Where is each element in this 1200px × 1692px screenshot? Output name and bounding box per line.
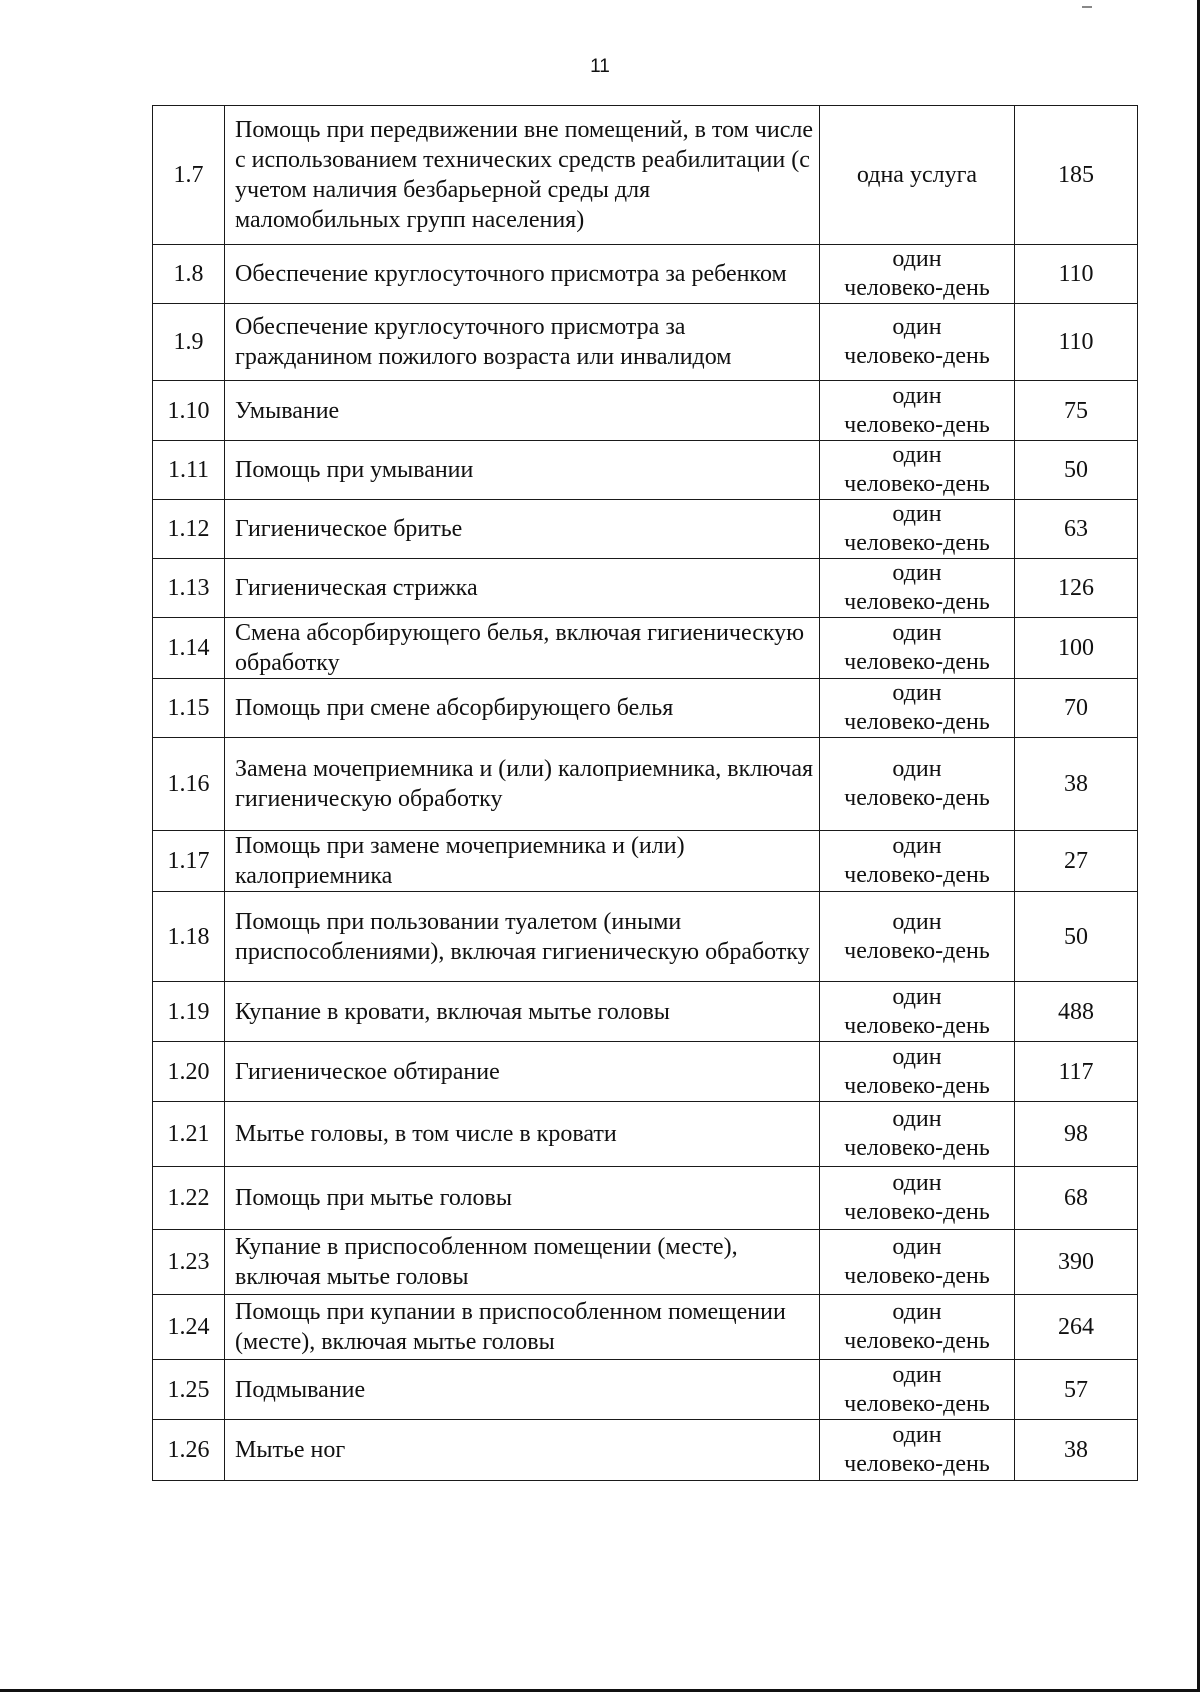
unit-line-1: один [892,1234,942,1260]
unit-line-2: человеко-день [844,1328,990,1354]
value-cell: 110 [1015,245,1138,304]
unit-line-1: один [892,1106,942,1132]
value-cell: 50 [1015,892,1138,982]
row-number: 1.12 [153,500,225,559]
unit-cell [820,245,1015,304]
value-cell: 38 [1015,738,1138,831]
value-cell: 117 [1015,1042,1138,1102]
scan-mark [1082,6,1092,8]
service-name: Гигиеническое обтирание [225,1042,820,1102]
row-number: 1.19 [153,982,225,1042]
table-row [153,559,1138,618]
unit-line-1: один [892,1361,942,1388]
unit-line-2: человеко-день [844,275,990,301]
value-cell: 57 [1015,1360,1138,1420]
service-name: Замена мочеприемника и (или) калоприемника, включая гигиеническую обработку [225,738,820,831]
table-row [153,679,1138,738]
table-row [153,1295,1138,1360]
unit-cell [820,982,1015,1042]
unit-line-2: человеко-день [844,1072,990,1099]
unit-line-1: один [892,1043,942,1070]
unit-cell [820,441,1015,500]
unit-line-2: человеко-день [844,862,990,888]
unit-cell [820,304,1015,381]
table-row [153,1102,1138,1167]
unit-line-2: человеко-день [844,589,990,615]
unit-line-1: один [892,983,942,1010]
table-row [153,831,1138,892]
value-cell: 75 [1015,381,1138,441]
unit-cell [820,1295,1015,1360]
unit-cell [820,1042,1015,1102]
table-row [153,441,1138,500]
service-name: Подмывание [225,1360,820,1420]
table-row [153,1230,1138,1295]
value-cell: 68 [1015,1167,1138,1230]
unit-line-1: один [892,442,942,468]
row-number: 1.23 [153,1230,225,1295]
unit-line-1: один [892,314,942,340]
row-number: 1.18 [153,892,225,982]
value-cell: 98 [1015,1102,1138,1167]
row-number: 1.7 [153,106,225,245]
service-name: Обеспечение круглосуточного присмотра за ребенком [225,245,820,304]
table-row [153,500,1138,559]
unit-cell [820,106,1015,245]
unit-line-2: человеко-день [844,709,990,735]
unit-line-1: один [892,908,942,935]
value-cell: 100 [1015,618,1138,679]
row-number: 1.17 [153,831,225,892]
unit-line-1: одна услуга [856,161,978,188]
table-row [153,1360,1138,1420]
unit-line-2: человеко-день [844,411,990,438]
unit-cell [820,1167,1015,1230]
unit-cell [820,1230,1015,1295]
row-number: 1.26 [153,1420,225,1481]
table-row [153,618,1138,679]
table-row [153,1042,1138,1102]
unit-line-1: один [892,833,942,859]
unit-cell [820,1420,1015,1481]
row-number: 1.15 [153,679,225,738]
value-cell: 110 [1015,304,1138,381]
unit-line-1: один [892,246,942,272]
row-number: 1.11 [153,441,225,500]
unit-line-2: человеко-день [844,530,990,556]
unit-line-1: один [892,1170,942,1196]
service-name: Помощь при передвижении вне помещений, в том числе с использованием технических средств реабилитации (с учетом наличия безбарьерной среды для маломобильных групп населения) [225,106,820,245]
unit-cell [820,381,1015,441]
unit-line-2: человеко-день [844,649,990,675]
service-name: Смена абсорбирующего белья, включая гигиеническую обработку [225,618,820,679]
service-name: Помощь при пользовании туалетом (иными приспособлениями), включая гигиеническую обработку [225,892,820,982]
unit-line-1: один [892,620,942,646]
table-row [153,982,1138,1042]
service-name: Гигиеническое бритье [225,500,820,559]
unit-cell [820,500,1015,559]
unit-line-2: человеко-день [844,343,990,369]
unit-line-1: один [892,680,942,706]
unit-line-2: человеко-день [844,1012,990,1039]
service-name: Купание в кровати, включая мытье головы [225,982,820,1042]
unit-line-1: один [892,560,942,586]
service-name: Мытье головы, в том числе в кровати [225,1102,820,1167]
service-name: Мытье ног [225,1420,820,1481]
row-number: 1.9 [153,304,225,381]
value-cell: 70 [1015,679,1138,738]
unit-line-2: человеко-день [844,1263,990,1289]
services-table [152,105,1138,1481]
service-name: Купание в приспособленном помещении (месте), включая мытье головы [225,1230,820,1295]
row-number: 1.25 [153,1360,225,1420]
value-cell: 63 [1015,500,1138,559]
table-row [153,381,1138,441]
table-row [153,1420,1138,1481]
value-cell: 126 [1015,559,1138,618]
row-number: 1.24 [153,1295,225,1360]
value-cell: 185 [1015,106,1138,245]
unit-line-2: человеко-день [844,937,990,964]
row-number: 1.13 [153,559,225,618]
value-cell: 264 [1015,1295,1138,1360]
unit-line-2: человеко-день [844,471,990,497]
unit-line-1: один [892,1299,942,1325]
unit-cell [820,738,1015,831]
table-row [153,304,1138,381]
unit-cell [820,618,1015,679]
row-number: 1.21 [153,1102,225,1167]
unit-line-1: один [892,501,942,527]
service-name: Помощь при умывании [225,441,820,500]
value-cell: 488 [1015,982,1138,1042]
unit-line-2: человеко-день [844,1451,990,1477]
unit-cell [820,1360,1015,1420]
service-name: Обеспечение круглосуточного присмотра за гражданином пожилого возраста или инвалидом [225,304,820,381]
row-number: 1.14 [153,618,225,679]
unit-cell [820,559,1015,618]
row-number: 1.8 [153,245,225,304]
value-cell: 38 [1015,1420,1138,1481]
unit-line-1: один [892,756,942,782]
row-number: 1.22 [153,1167,225,1230]
service-name: Гигиеническая стрижка [225,559,820,618]
row-number: 1.20 [153,1042,225,1102]
row-number: 1.16 [153,738,225,831]
unit-line-2: человеко-день [844,1390,990,1417]
value-cell: 27 [1015,831,1138,892]
service-name: Помощь при замене мочеприемника и (или) калоприемника [225,831,820,892]
unit-line-1: один [892,1422,942,1448]
service-name: Помощь при купании в приспособленном помещении (месте), включая мытье головы [225,1295,820,1360]
unit-line-2: человеко-день [844,1135,990,1161]
table-row [153,892,1138,982]
service-name: Помощь при смене абсорбирующего белья [225,679,820,738]
value-cell: 50 [1015,441,1138,500]
table-row [153,1167,1138,1230]
table-row [153,245,1138,304]
table-row [153,106,1138,245]
service-name: Помощь при мытье головы [225,1167,820,1230]
page-number: 11 [590,56,610,77]
table-row [153,738,1138,831]
unit-cell [820,1102,1015,1167]
unit-cell [820,679,1015,738]
unit-line-2: человеко-день [844,1199,990,1225]
unit-line-2: человеко-день [844,785,990,811]
row-number: 1.10 [153,381,225,441]
unit-cell [820,831,1015,892]
unit-line-1: один [892,382,942,409]
service-name: Умывание [225,381,820,441]
unit-cell [820,892,1015,982]
value-cell: 390 [1015,1230,1138,1295]
